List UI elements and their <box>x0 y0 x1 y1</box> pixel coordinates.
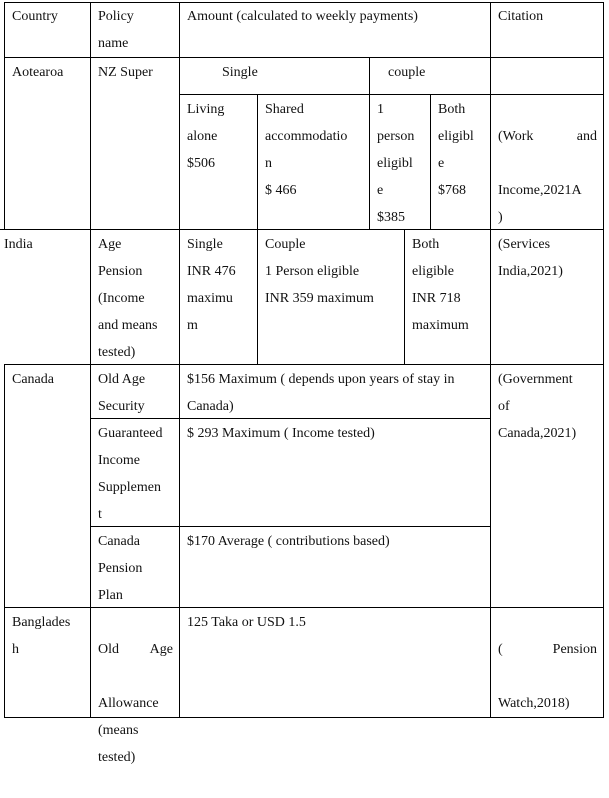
aotearoa-living-alone: Living alone $506 <box>187 102 225 171</box>
header-policy-name: Policy name <box>98 9 134 51</box>
column-divider <box>90 2 91 718</box>
table-border-right <box>603 2 604 718</box>
aotearoa-citation-rest: Income,2021A ) <box>498 183 582 225</box>
row-divider <box>4 57 604 58</box>
aotearoa-shared-accommodation: Shared accommodatio n $ 466 <box>265 102 348 198</box>
column-divider <box>404 229 405 364</box>
india-country: India <box>4 237 33 252</box>
column-divider <box>369 57 370 229</box>
row-divider <box>4 364 604 365</box>
aotearoa-one-person-eligible: 1 person eligibl e $385 <box>377 102 415 225</box>
bangladesh-citation-line1: ( Pension <box>498 642 597 657</box>
aotearoa-single-header: Single <box>222 65 258 80</box>
aotearoa-policy: NZ Super <box>98 65 153 80</box>
canada-country: Canada <box>12 372 54 387</box>
bangladesh-policy-rest: Allowance (means tested) <box>98 696 159 765</box>
india-single: Single INR 476 maximu m <box>187 237 236 333</box>
canada-gis-policy: Guaranteed Income Supplemen t <box>98 426 163 522</box>
bangladesh-country: Banglades h <box>12 615 71 657</box>
canada-cpp-amount: $170 Average ( contributions based) <box>187 534 390 549</box>
bangladesh-amount: 125 Taka or USD 1.5 <box>187 615 306 630</box>
aotearoa-citation-line1: (Work and <box>498 129 597 144</box>
canada-oas-policy: Old Age Security <box>98 372 146 414</box>
canada-gis-amount: $ 293 Maximum ( Income tested) <box>187 426 375 441</box>
canada-citation: (Government of Canada,2021) <box>498 372 577 441</box>
bangladesh-policy-line1: Old Age <box>98 642 173 657</box>
aotearoa-country: Aotearoa <box>12 65 64 80</box>
india-both: Both eligible INR 718 maximum <box>412 237 469 333</box>
canada-cpp-policy: Canada Pension Plan <box>98 534 143 603</box>
bangladesh-policy <box>90 609 179 798</box>
table-border-left <box>4 2 5 229</box>
aotearoa-both-eligible: Both eligibl e $768 <box>438 102 474 198</box>
row-divider <box>4 607 604 608</box>
column-divider <box>179 2 180 718</box>
table-border-bottom <box>4 717 604 718</box>
row-divider <box>90 526 490 527</box>
row-divider <box>179 94 604 95</box>
header-country: Country <box>12 9 58 24</box>
india-policy: Age Pension (Income and means tested) <box>98 237 158 360</box>
row-divider <box>90 418 490 419</box>
india-citation: (Services India,2021) <box>498 237 563 279</box>
column-divider <box>430 94 431 229</box>
header-amount: Amount (calculated to weekly payments) <box>187 9 418 24</box>
column-divider <box>257 94 258 364</box>
table-border-left <box>4 364 5 718</box>
india-couple: Couple 1 Person eligible INR 359 maximum <box>265 237 374 306</box>
column-divider <box>490 2 491 718</box>
bangladesh-citation-rest: Watch,2018) <box>498 696 570 711</box>
header-citation: Citation <box>498 9 544 24</box>
aotearoa-couple-header: couple <box>388 65 426 80</box>
table-border-top <box>4 2 604 3</box>
bangladesh-citation <box>490 609 603 744</box>
canada-oas-amount: $156 Maximum ( depends upon years of stay in Canada) <box>187 372 455 414</box>
